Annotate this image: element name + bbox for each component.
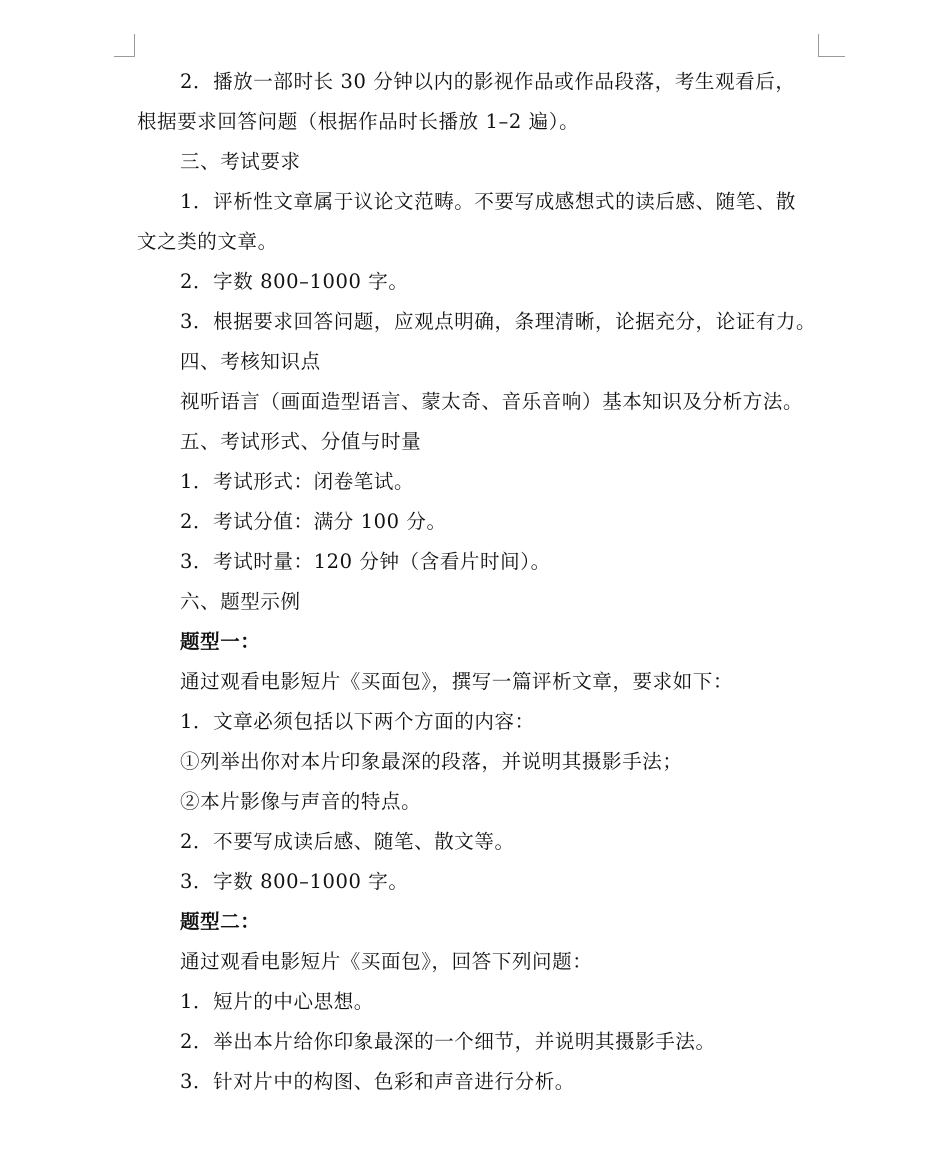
section-heading-text: 四、考核知识点: [180, 350, 321, 373]
paragraph-text: 2．字数 800–1000 字。: [180, 270, 409, 293]
paragraph-text: ②本片影像与声音的特点。: [180, 790, 422, 813]
section-heading-text: 六、题型示例: [180, 590, 301, 613]
paragraph-text: 2．播放一部时长 30 分钟以内的影视作品或作品段落，考生观看后，: [180, 70, 796, 93]
paragraph-text: 2．举出本片给你印象最深的一个细节，并说明其摄影手法。: [180, 1030, 716, 1053]
page-corner-mark-top-left: [114, 34, 135, 57]
paragraph-text: 根据要求回答问题（根据作品时长播放 1–2 遍）。: [137, 110, 580, 133]
paragraph-text: 2．考试分值：满分 100 分。: [180, 510, 447, 533]
paragraph-text: 视听语言（画面造型语言、蒙太奇、音乐音响）基本知识及分析方法。: [180, 390, 804, 413]
section-heading-text: 五、考试形式、分值与时量: [180, 430, 422, 453]
paragraph-text: 1．评析性文章属于议论文范畴。不要写成感想式的读后感、随笔、散: [180, 190, 797, 213]
paragraph-text: 通过观看电影短片《买面包》，撰写一篇评析文章，要求如下：: [180, 670, 734, 693]
page-corner-mark-top-right: [818, 34, 845, 57]
paragraph-text: 1．文章必须包括以下两个方面的内容：: [180, 710, 535, 733]
paragraph-text: 1．考试形式：闭卷笔试。: [180, 470, 415, 493]
paragraph-text: 文之类的文章。: [137, 230, 278, 253]
subheading-text: 题型一：: [180, 630, 261, 653]
paragraph-text: 3．考试时量：120 分钟（含看片时间）。: [180, 550, 551, 573]
paragraph-text: ①列举出你对本片印象最深的段落，并说明其摄影手法；: [180, 750, 683, 773]
paragraph-text: 3．根据要求回答问题，应观点明确，条理清晰，论据充分，论证有力。: [180, 310, 817, 333]
paragraph-text: 3．针对片中的构图、色彩和声音进行分析。: [180, 1070, 575, 1093]
paragraph-text: 通过观看电影短片《买面包》，回答下列问题：: [180, 950, 593, 973]
section-heading-text: 三、考试要求: [180, 150, 301, 173]
paragraph-text: 1．短片的中心思想。: [180, 990, 374, 1013]
paragraph-text: 2．不要写成读后感、随笔、散文等。: [180, 830, 515, 853]
paragraph-text: 3．字数 800–1000 字。: [180, 870, 409, 893]
subheading-text: 题型二：: [180, 910, 261, 933]
